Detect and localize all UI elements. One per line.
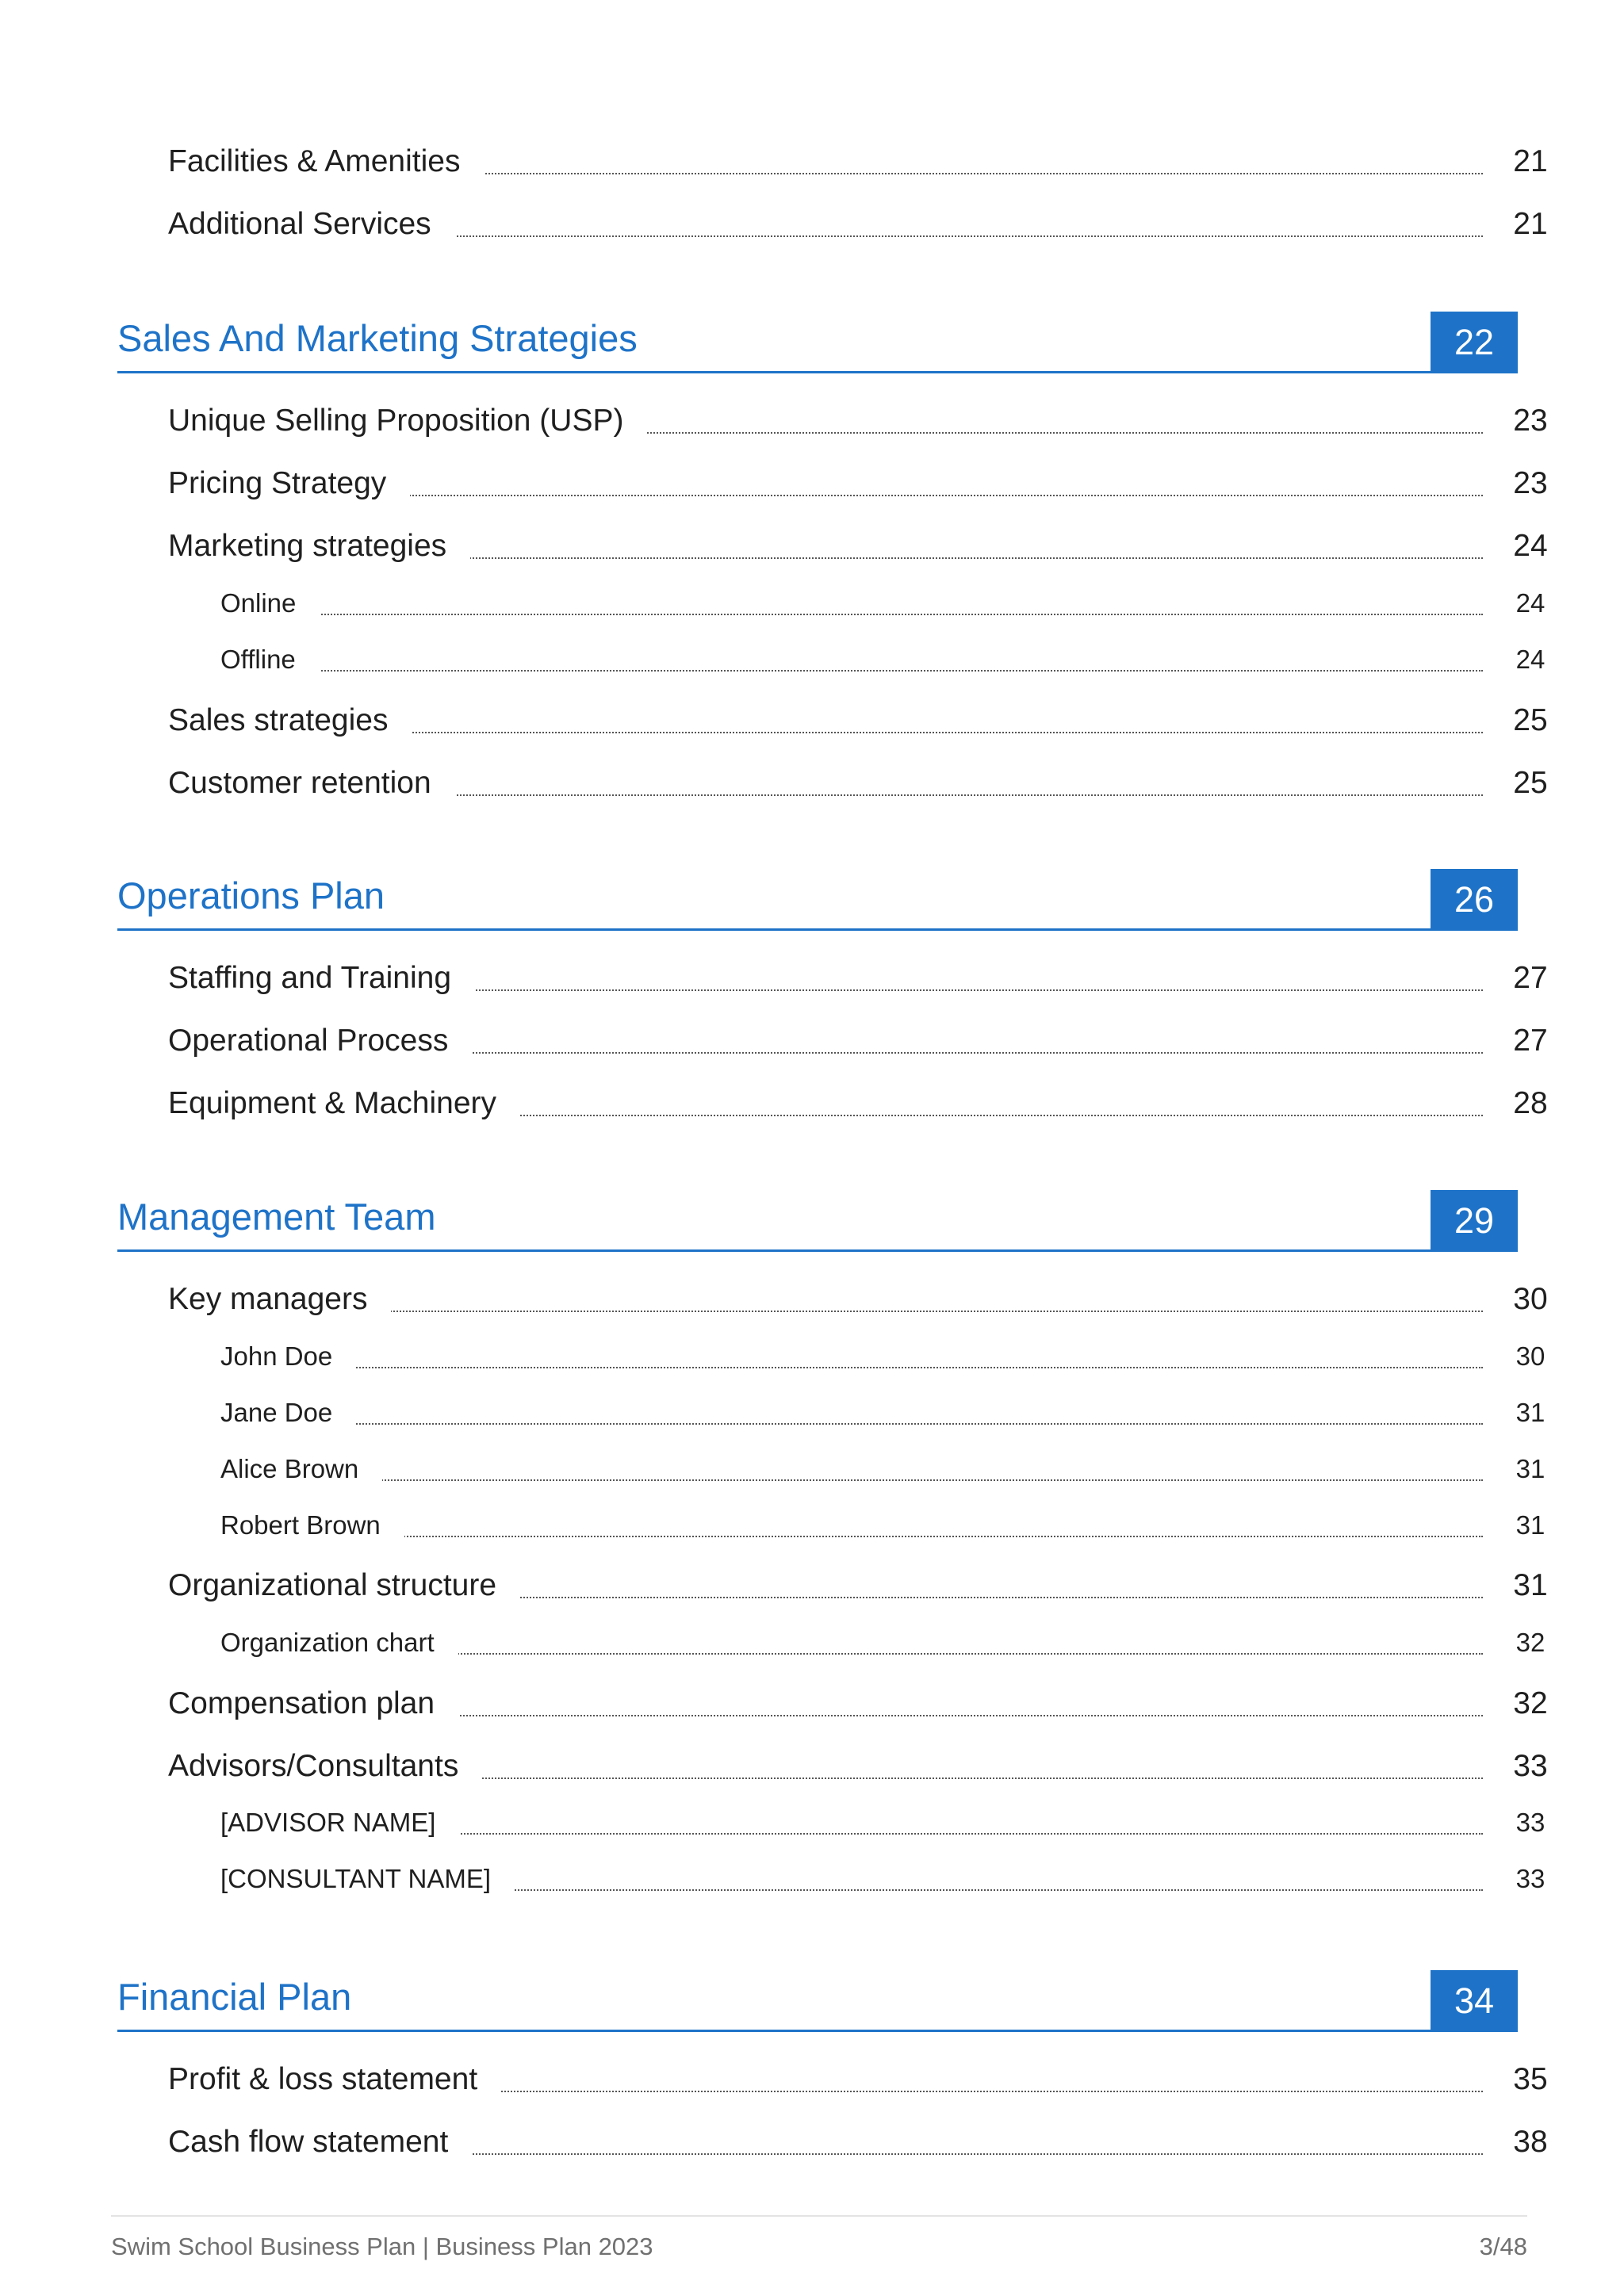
toc-entry-label: Staffing and Training — [168, 961, 475, 996]
section-title: Sales And Marketing Strategies — [117, 317, 638, 359]
footer-page-counter: 3/48 — [1479, 2233, 1527, 2260]
toc-entry-label: Pricing Strategy — [168, 466, 410, 501]
toc-subentry-page: 33 — [1515, 1808, 1545, 1837]
toc-entry[interactable] — [168, 1682, 1548, 1729]
toc-entry[interactable] — [168, 2120, 1548, 2168]
toc-subentry-page: 31 — [1515, 1398, 1545, 1427]
toc-entry[interactable] — [168, 1081, 1548, 1129]
toc-entry-label: Sales strategies — [168, 703, 412, 738]
toc-entry[interactable] — [168, 698, 1548, 746]
toc-subentry-label: Online — [220, 588, 320, 618]
toc-entry-label: Facilities & Amenities — [168, 144, 484, 179]
toc-subentry-label: John Doe — [220, 1341, 356, 1372]
section-page-badge: 26 — [1431, 869, 1518, 931]
toc-entry-label: Marketing strategies — [168, 529, 470, 564]
section-page-badge: 29 — [1431, 1190, 1518, 1252]
toc-subentry-page: 32 — [1515, 1628, 1545, 1657]
toc-subentry-page: 24 — [1515, 645, 1545, 674]
section-page-badge: 22 — [1431, 312, 1518, 373]
footer-divider — [111, 2215, 1527, 2217]
toc-section-header[interactable] — [117, 309, 1518, 373]
toc-subentry[interactable] — [220, 1396, 1545, 1436]
toc-entry-label: Operational Process — [168, 1024, 472, 1058]
toc-entry-label: Key managers — [168, 1282, 391, 1317]
toc-subentry-label: Offline — [220, 645, 320, 675]
toc-entry-page: 32 — [1513, 1686, 1548, 1720]
toc-subentry-label: Jane Doe — [220, 1398, 356, 1428]
toc-subentry-page: 33 — [1515, 1864, 1545, 1893]
toc-subentry[interactable] — [220, 1509, 1545, 1548]
toc-entry-label: Profit & loss statement — [168, 2062, 501, 2097]
section-title: Management Team — [117, 1196, 436, 1238]
toc-entry-label: Compensation plan — [168, 1686, 458, 1721]
toc-entry[interactable] — [168, 1277, 1548, 1325]
toc-entry-page: 21 — [1513, 207, 1548, 241]
toc-entry-page: 27 — [1513, 961, 1548, 995]
section-page-badge: 34 — [1431, 1970, 1518, 2032]
toc-subentry-label: [CONSULTANT NAME] — [220, 1864, 515, 1894]
dot-leader — [220, 1367, 1483, 1368]
toc-subentry[interactable] — [220, 587, 1545, 626]
toc-entry-page: 28 — [1513, 1086, 1548, 1120]
toc-entry-page: 25 — [1513, 766, 1548, 800]
toc-subentry-label: [ADVISOR NAME] — [220, 1808, 459, 1838]
toc-subentry-label: Robert Brown — [220, 1510, 404, 1540]
toc-entry[interactable] — [168, 461, 1548, 509]
section-title: Financial Plan — [117, 1976, 352, 2018]
toc-entry[interactable] — [168, 140, 1548, 187]
toc-entry-page: 31 — [1513, 1568, 1548, 1602]
toc-entry[interactable] — [168, 1744, 1548, 1792]
toc-subentry-page: 31 — [1515, 1510, 1545, 1540]
toc-subentry-page: 24 — [1515, 588, 1545, 618]
toc-subentry[interactable] — [220, 1806, 1545, 1846]
toc-entry-label: Equipment & Machinery — [168, 1086, 520, 1121]
toc-entry-label: Advisors/Consultants — [168, 1749, 482, 1784]
toc-subentry-label: Alice Brown — [220, 1454, 382, 1484]
toc-entry-page: 25 — [1513, 703, 1548, 737]
toc-entry-page: 33 — [1513, 1749, 1548, 1783]
toc-entry-page: 27 — [1513, 1024, 1548, 1058]
toc-section-header[interactable] — [117, 867, 1518, 931]
section-title: Operations Plan — [117, 874, 385, 916]
toc-subentry[interactable] — [220, 1626, 1545, 1666]
toc-subentry-page: 30 — [1515, 1341, 1545, 1371]
dot-leader — [220, 1423, 1483, 1425]
toc-subentry[interactable] — [220, 643, 1545, 683]
toc-entry-label: Unique Selling Proposition (USP) — [168, 404, 647, 438]
toc-entry-page: 23 — [1513, 404, 1548, 438]
dot-leader — [220, 614, 1483, 615]
toc-subentry[interactable] — [220, 1340, 1545, 1380]
dot-leader — [220, 670, 1483, 672]
toc-entry-page: 35 — [1513, 2062, 1548, 2096]
toc-section-header[interactable] — [117, 1968, 1518, 2032]
toc-entry[interactable] — [168, 202, 1548, 250]
toc-subentry[interactable] — [220, 1452, 1545, 1492]
toc-entry[interactable] — [168, 2057, 1548, 2105]
toc-subentry-label: Organization chart — [220, 1628, 458, 1658]
toc-entry-page: 21 — [1513, 144, 1548, 178]
footer-document-title: Swim School Business Plan | Business Plan 2023 — [111, 2233, 653, 2260]
toc-section-header[interactable] — [117, 1188, 1518, 1252]
dot-leader — [220, 1479, 1483, 1481]
toc-entry-page: 38 — [1513, 2125, 1548, 2159]
toc-entry[interactable] — [168, 1563, 1548, 1611]
toc-subentry-page: 31 — [1515, 1454, 1545, 1483]
toc-entry-label: Additional Services — [168, 207, 455, 242]
toc-entry-page: 23 — [1513, 466, 1548, 500]
toc-entry[interactable] — [168, 524, 1548, 572]
toc-entry-label: Organizational structure — [168, 1568, 520, 1603]
dot-leader — [220, 1536, 1483, 1537]
toc-entry-label: Cash flow statement — [168, 2125, 472, 2160]
toc-entry-page: 30 — [1513, 1282, 1548, 1316]
toc-entry[interactable] — [168, 1019, 1548, 1066]
toc-entry[interactable] — [168, 956, 1548, 1004]
table-of-contents — [117, 0, 1548, 2296]
toc-entry[interactable] — [168, 399, 1548, 446]
toc-subentry[interactable] — [220, 1862, 1545, 1902]
toc-entry[interactable] — [168, 761, 1548, 809]
toc-entry-label: Customer retention — [168, 766, 455, 801]
toc-entry-page: 24 — [1513, 529, 1548, 563]
